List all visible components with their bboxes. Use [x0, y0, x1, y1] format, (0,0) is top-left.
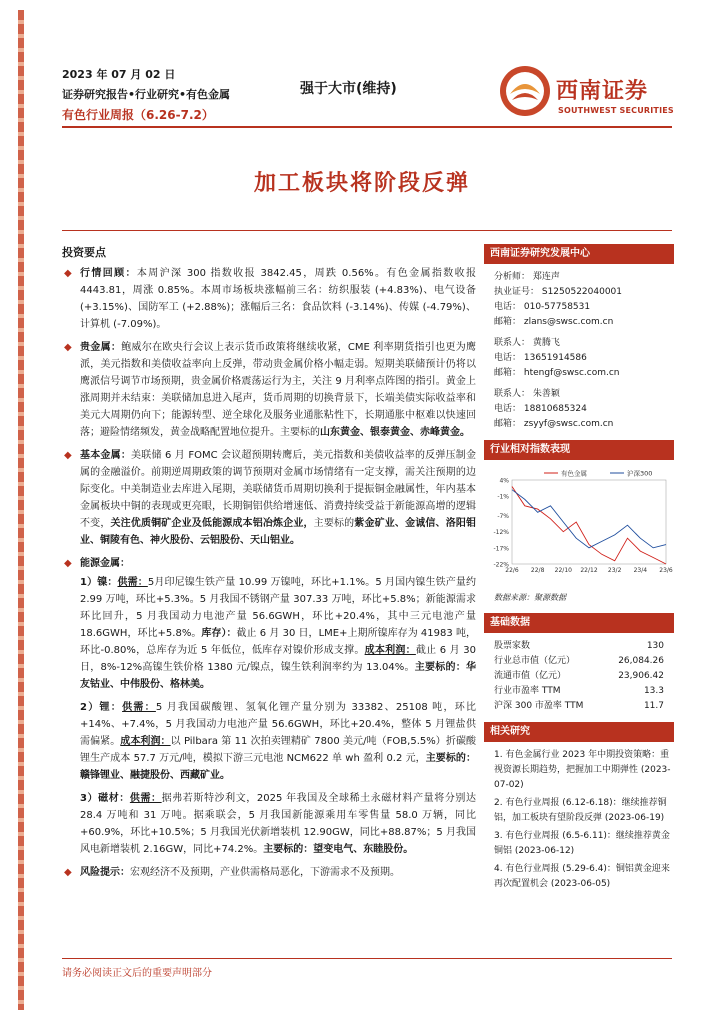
- x-tick-label: 22/12: [580, 567, 598, 574]
- company-logo: [498, 64, 676, 120]
- x-tick-label: 23/2: [607, 567, 622, 574]
- rating: 强于大市(维持): [300, 81, 397, 97]
- x-tick-label: 23/4: [633, 567, 648, 574]
- y-tick-label: -17%: [493, 545, 509, 553]
- precious-metals-paragraph: ◆ 贵金属：鲍威尔在欧央行会议上表示货币政策将继续收紧，CME 利率期货指引也更为鹰派，美元指数和美债收益率向上反弹，带动贵金属价格小幅走弱。短期美联储预计仍将以鹰派信号调节市场预期，贵金属价格震荡运行为主，关注 9 月利率点阵图的指引。黄金上涨周期并未结束：美联储加息进入尾声，货币周期的切换背景下，长端美债实际收益率和美元大周期仍向下；能源转型、逆全球化及服务业通胀粘性下，长期通胀中枢难以快速回落；避险情绪频发，黄金战略配置地位提升。主要标的山东黄金、银泰黄金、赤峰黄金。: [62, 339, 476, 441]
- related-report-link[interactable]: 2. 有色行业周报 (6.12-6.18)：继续推荐铜铝，加工板块有望阶段反弹 (2023-06-19): [494, 798, 667, 823]
- bullet-icon: ◆: [64, 450, 72, 461]
- x-tick-label: 22/10: [554, 567, 572, 574]
- decorative-side-bar: [18, 10, 24, 1010]
- y-tick-label: -1%: [497, 493, 509, 501]
- logo-text-en: SOUTHWEST SECURITIES: [558, 106, 674, 115]
- chart-source: 数据来源：聚源数据: [494, 593, 566, 602]
- sidebar: [484, 244, 674, 895]
- related-report-link[interactable]: 4. 有色行业周报 (5.29-6.4)：铜铝黄金迎来再次配置机会 (2023-06-05): [494, 864, 670, 889]
- nickel-paragraph: 1）镍：供需：5月印尼镍生铁产量 10.99 万镍吨，环比+1.1%。5 月国内镍生铁产量约 2.99 万吨，环比+5.3%。5 月我国不锈钢产量 307.33 万吨，环比+5.8%；新能源需求环比回升，5 月我国动力电池产量 56.6GWH，环比+20.4%，其中三元电池产量 18.6GWH，环比+5.8%。库存）：截止 6 月 30 日，LME+上期所镍库存为 41983 吨，环比-0.80%，总库存为近 5 年低位，低库存对镍价形成支撑。成本利润：截止 6 月 30 日，8%-12%高镍生铁价格 1380 元/镍点，镍生铁利润率约为 13.04%。主要标的：华友钴业、中伟股份、格林美。: [80, 577, 477, 690]
- related-report-link[interactable]: 1. 有色金属行业 2023 年中期投资策略：重视资源长期趋势，把握加工中期弹性 (2023-07-02): [494, 750, 671, 790]
- y-tick-label: -7%: [497, 513, 509, 521]
- bullet-icon: ◆: [64, 867, 72, 878]
- legend-label: 有色金属: [561, 469, 587, 478]
- report-series: 有色行业周报（6.26-7.2）: [62, 108, 214, 122]
- footer-divider: [62, 958, 672, 959]
- y-tick-label: 4%: [499, 477, 509, 485]
- legend-label: 沪深300: [627, 469, 653, 478]
- key-data-row: 沪深 300 市盈率 TTM 11.7: [494, 701, 664, 711]
- summary-heading: 投资要点: [62, 246, 106, 259]
- x-tick-label: 22/8: [530, 567, 545, 574]
- chart-header: 行业相对指数表现: [484, 440, 674, 460]
- risk-paragraph: ◆ 风险提示：宏观经济不及预期，产业供需格局恶化，下游需求不及预期。: [62, 864, 476, 881]
- related-report-link[interactable]: 3. 有色行业周报 (6.5-6.11)：继续推荐黄金铜铝 (2023-06-12): [494, 831, 670, 856]
- plot-frame: [512, 480, 666, 564]
- contact-block: 联系人： 黄腾飞 电话： 13651914586 邮箱： htengf@swsc.com.cn: [484, 336, 674, 381]
- relative-index-chart: [484, 466, 674, 582]
- analyst-email-link[interactable]: 邮箱： zlans@swsc.com.cn: [494, 317, 614, 327]
- market-review-paragraph: ◆ 行情回顾：本周沪深 300 指数收报 3842.45，周跌 0.56%。有色金属指数收报 4443.81，周涨 0.85%。本周市场板块涨幅前三名：纺织服装 (+4.83%)、电气设备 (+3.15%)、国防军工 (+2.88%)；涨幅后三名：食品饮料 (-3.14%)、传媒 (-4.79%)、计算机 (-7.09%)。: [62, 265, 476, 333]
- series-line-nonferrous: [512, 487, 666, 565]
- logo-emblem-icon: [498, 64, 552, 118]
- magnet-paragraph: 3）磁材：供需：据弗若斯特沙利文，2025 年我国及全球稀土永磁材料产量将分别达 28.4 万吨和 31 万吨。据乘联会，5 月我国新能源乘用车零售量 58.0 万辆，同比+60.9%，环比+10.5%；5 月我国光伏新增装机 12.90GW，同比+88.87%；5 月我国风电新增装机 2.16GW，同比+74.2%。主要标的：望变电气、东睦股份。: [80, 793, 476, 855]
- disclaimer-notice[interactable]: 请务必阅读正文后的重要声明部分: [62, 968, 212, 979]
- y-tick-label: -22%: [493, 561, 509, 569]
- key-data-row: 股票家数 130: [494, 641, 664, 651]
- investment-summary: [62, 244, 476, 887]
- logo-text-cn: 西南证券: [556, 78, 649, 104]
- series-line-csi300: [512, 490, 666, 548]
- x-tick-label: 23/6: [659, 567, 673, 574]
- header-divider: [62, 126, 672, 128]
- x-tick-label: 22/6: [505, 567, 519, 574]
- related-research-header: 相关研究: [484, 722, 674, 742]
- analyst-block: 分析师： 郑连声 执业证号： S1250522040001 电话： 010-57758531 邮箱： zlans@swsc.com.cn: [484, 270, 674, 330]
- key-data-row: 流通市值（亿元） 23,906.42: [494, 671, 664, 681]
- report-category: 证券研究报告•行业研究•有色金属: [62, 88, 231, 101]
- energy-metals-heading: ◆ 能源金属：: [62, 555, 476, 572]
- key-data-row: 行业总市值（亿元） 26,084.26: [494, 656, 664, 666]
- title-divider: [62, 230, 672, 231]
- bullet-icon: ◆: [64, 268, 72, 279]
- contact-email-link[interactable]: 邮箱： zsyyf@swsc.com.cn: [494, 419, 614, 429]
- lithium-paragraph: 2）锂：供需：5 月我国碳酸锂、氢氧化锂产量分别为 33382、25108 吨，环比+14%、+7.4%，5 月我国动力电池产量 56.6GWH，环比+20.4%，整体 5 月锂盐供需偏紧。成本利润：以 Pilbara 第 11 次拍卖锂精矿 7800 美元/吨（FOB,5.5%）折碳酸锂生产成本 57.7 万元/吨，模拟下游三元电池 NCM622 单 wh 盈利 0.2 元，主要标的：赣锋锂业、融捷股份、西藏矿业。: [80, 702, 477, 781]
- key-data-header: 基础数据: [484, 613, 674, 633]
- y-tick-label: -12%: [493, 529, 509, 537]
- bullet-icon: ◆: [64, 558, 72, 569]
- key-data-table: [484, 639, 674, 714]
- key-data-row: 行业市盈率 TTM 13.3: [494, 686, 664, 696]
- report-date: 2023 年 07 月 02 日: [62, 68, 176, 81]
- page-title: 加工板块将阶段反弹: [253, 171, 470, 196]
- base-metals-paragraph: ◆ 基本金属：美联储 6 月 FOMC 会议超预期转鹰后，美元指数和美债收益率的反弹压制金属的金融溢价。前期逆周期政策的调节预期对金属市场情绪有一定支撑，需关注预期的边际变化。中美制造业去库进入尾期，美联储货币周期切换利于提振铜金融属性，年内基本金属板块中铜的表现或更亮眼，长期铜铝供给增速低、消费持续受益于新能源高增的逻辑不变，关注优质铜矿企业及低能源成本铝冶炼企业，主要标的紫金矿业、金诚信、洛阳钼业、铜陵有色、神火股份、云铝股份、天山铝业。: [62, 447, 476, 549]
- bullet-icon: ◆: [64, 342, 72, 353]
- contact-block: 联系人： 朱善颖 电话： 18810685324 邮箱： zsyyf@swsc.com.cn: [484, 387, 674, 432]
- contact-email-link[interactable]: 邮箱： htengf@swsc.com.cn: [494, 368, 620, 378]
- team-header: 西南证券研究发展中心: [484, 244, 674, 264]
